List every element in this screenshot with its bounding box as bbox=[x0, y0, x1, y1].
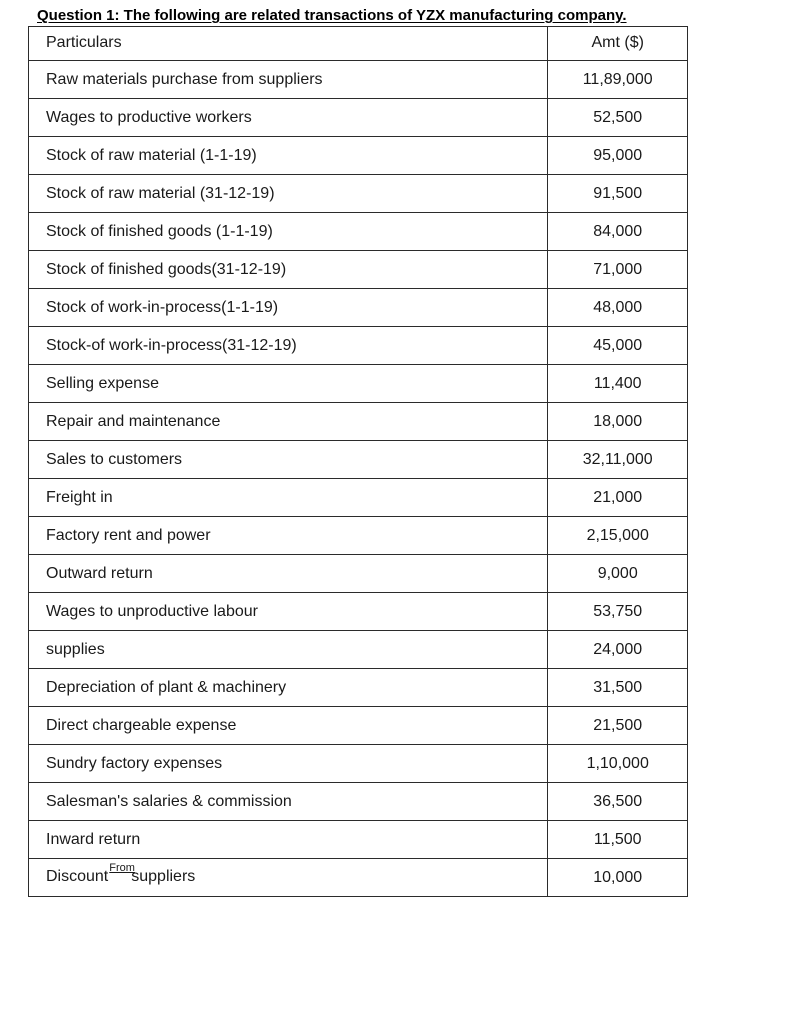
row-particular-discount bbox=[29, 859, 548, 897]
table-row bbox=[29, 745, 688, 783]
header-particulars: Particulars bbox=[29, 27, 548, 61]
discount-suppliers-label: suppliers bbox=[131, 868, 196, 885]
table-row bbox=[29, 517, 688, 555]
table-row bbox=[29, 479, 688, 517]
row-amount: 21,500 bbox=[548, 707, 688, 745]
row-particular: Stock-of work-in-process(31-12-19) bbox=[29, 327, 548, 365]
header-amount: Amt ($) bbox=[548, 27, 688, 61]
table-row bbox=[29, 783, 688, 821]
row-particular: Stock of raw material (31-12-19) bbox=[29, 175, 548, 213]
table-row bbox=[29, 61, 688, 99]
row-particular: Factory rent and power bbox=[29, 517, 548, 555]
row-particular: Stock of work-in-process(1-1-19) bbox=[29, 289, 548, 327]
row-amount: 48,000 bbox=[548, 289, 688, 327]
row-amount: 1,10,000 bbox=[548, 745, 688, 783]
row-particular: Raw materials purchase from suppliers bbox=[29, 61, 548, 99]
row-particular: Freight in bbox=[29, 479, 548, 517]
row-particular: Depreciation of plant & machinery bbox=[29, 669, 548, 707]
question-title: Question 1: The following are related transactions of YZX manufacturing company. bbox=[37, 7, 627, 24]
row-amount: 32,11,000 bbox=[548, 441, 688, 479]
row-amount: 18,000 bbox=[548, 403, 688, 441]
row-amount: 31,500 bbox=[548, 669, 688, 707]
row-amount: 9,000 bbox=[548, 555, 688, 593]
row-amount: 91,500 bbox=[548, 175, 688, 213]
row-particular: Stock of finished goods(31-12-19) bbox=[29, 251, 548, 289]
row-amount: 11,400 bbox=[548, 365, 688, 403]
table-row bbox=[29, 631, 688, 669]
row-amount: 11,89,000 bbox=[548, 61, 688, 99]
discount-label: Discount bbox=[46, 868, 109, 885]
row-particular: Stock of raw material (1-1-19) bbox=[29, 137, 548, 175]
row-amount: 95,000 bbox=[548, 137, 688, 175]
table-row bbox=[29, 99, 688, 137]
table-row bbox=[29, 707, 688, 745]
row-particular: Wages to productive workers bbox=[29, 99, 548, 137]
table-row bbox=[29, 821, 688, 859]
table-row bbox=[29, 365, 688, 403]
row-particular: Outward return bbox=[29, 555, 548, 593]
handwritten-insert-from: From bbox=[109, 862, 135, 874]
table-row bbox=[29, 593, 688, 631]
row-amount: 11,500 bbox=[548, 821, 688, 859]
table-row bbox=[29, 175, 688, 213]
table-row bbox=[29, 441, 688, 479]
row-particular: Sundry factory expenses bbox=[29, 745, 548, 783]
row-particular: Selling expense bbox=[29, 365, 548, 403]
table-row bbox=[29, 403, 688, 441]
row-amount: 45,000 bbox=[548, 327, 688, 365]
row-particular: Sales to customers bbox=[29, 441, 548, 479]
row-amount: 36,500 bbox=[548, 783, 688, 821]
row-particular: Stock of finished goods (1-1-19) bbox=[29, 213, 548, 251]
row-amount: 52,500 bbox=[548, 99, 688, 137]
table-row bbox=[29, 669, 688, 707]
row-amount: 21,000 bbox=[548, 479, 688, 517]
table-row bbox=[29, 213, 688, 251]
row-amount: 10,000 bbox=[548, 859, 688, 897]
row-particular: Inward return bbox=[29, 821, 548, 859]
transactions-table bbox=[28, 26, 688, 897]
row-amount: 24,000 bbox=[548, 631, 688, 669]
row-particular: Wages to unproductive labour bbox=[29, 593, 548, 631]
table-row-discount bbox=[29, 859, 688, 897]
row-amount: 2,15,000 bbox=[548, 517, 688, 555]
row-amount: 71,000 bbox=[548, 251, 688, 289]
row-particular: Salesman's salaries & commission bbox=[29, 783, 548, 821]
row-particular: Repair and maintenance bbox=[29, 403, 548, 441]
row-amount: 53,750 bbox=[548, 593, 688, 631]
table-row bbox=[29, 555, 688, 593]
row-particular: supplies bbox=[29, 631, 548, 669]
table-row bbox=[29, 327, 688, 365]
table-row bbox=[29, 137, 688, 175]
row-particular: Direct chargeable expense bbox=[29, 707, 548, 745]
table-header-row bbox=[29, 27, 688, 61]
table-row bbox=[29, 251, 688, 289]
row-amount: 84,000 bbox=[548, 213, 688, 251]
table-row bbox=[29, 289, 688, 327]
